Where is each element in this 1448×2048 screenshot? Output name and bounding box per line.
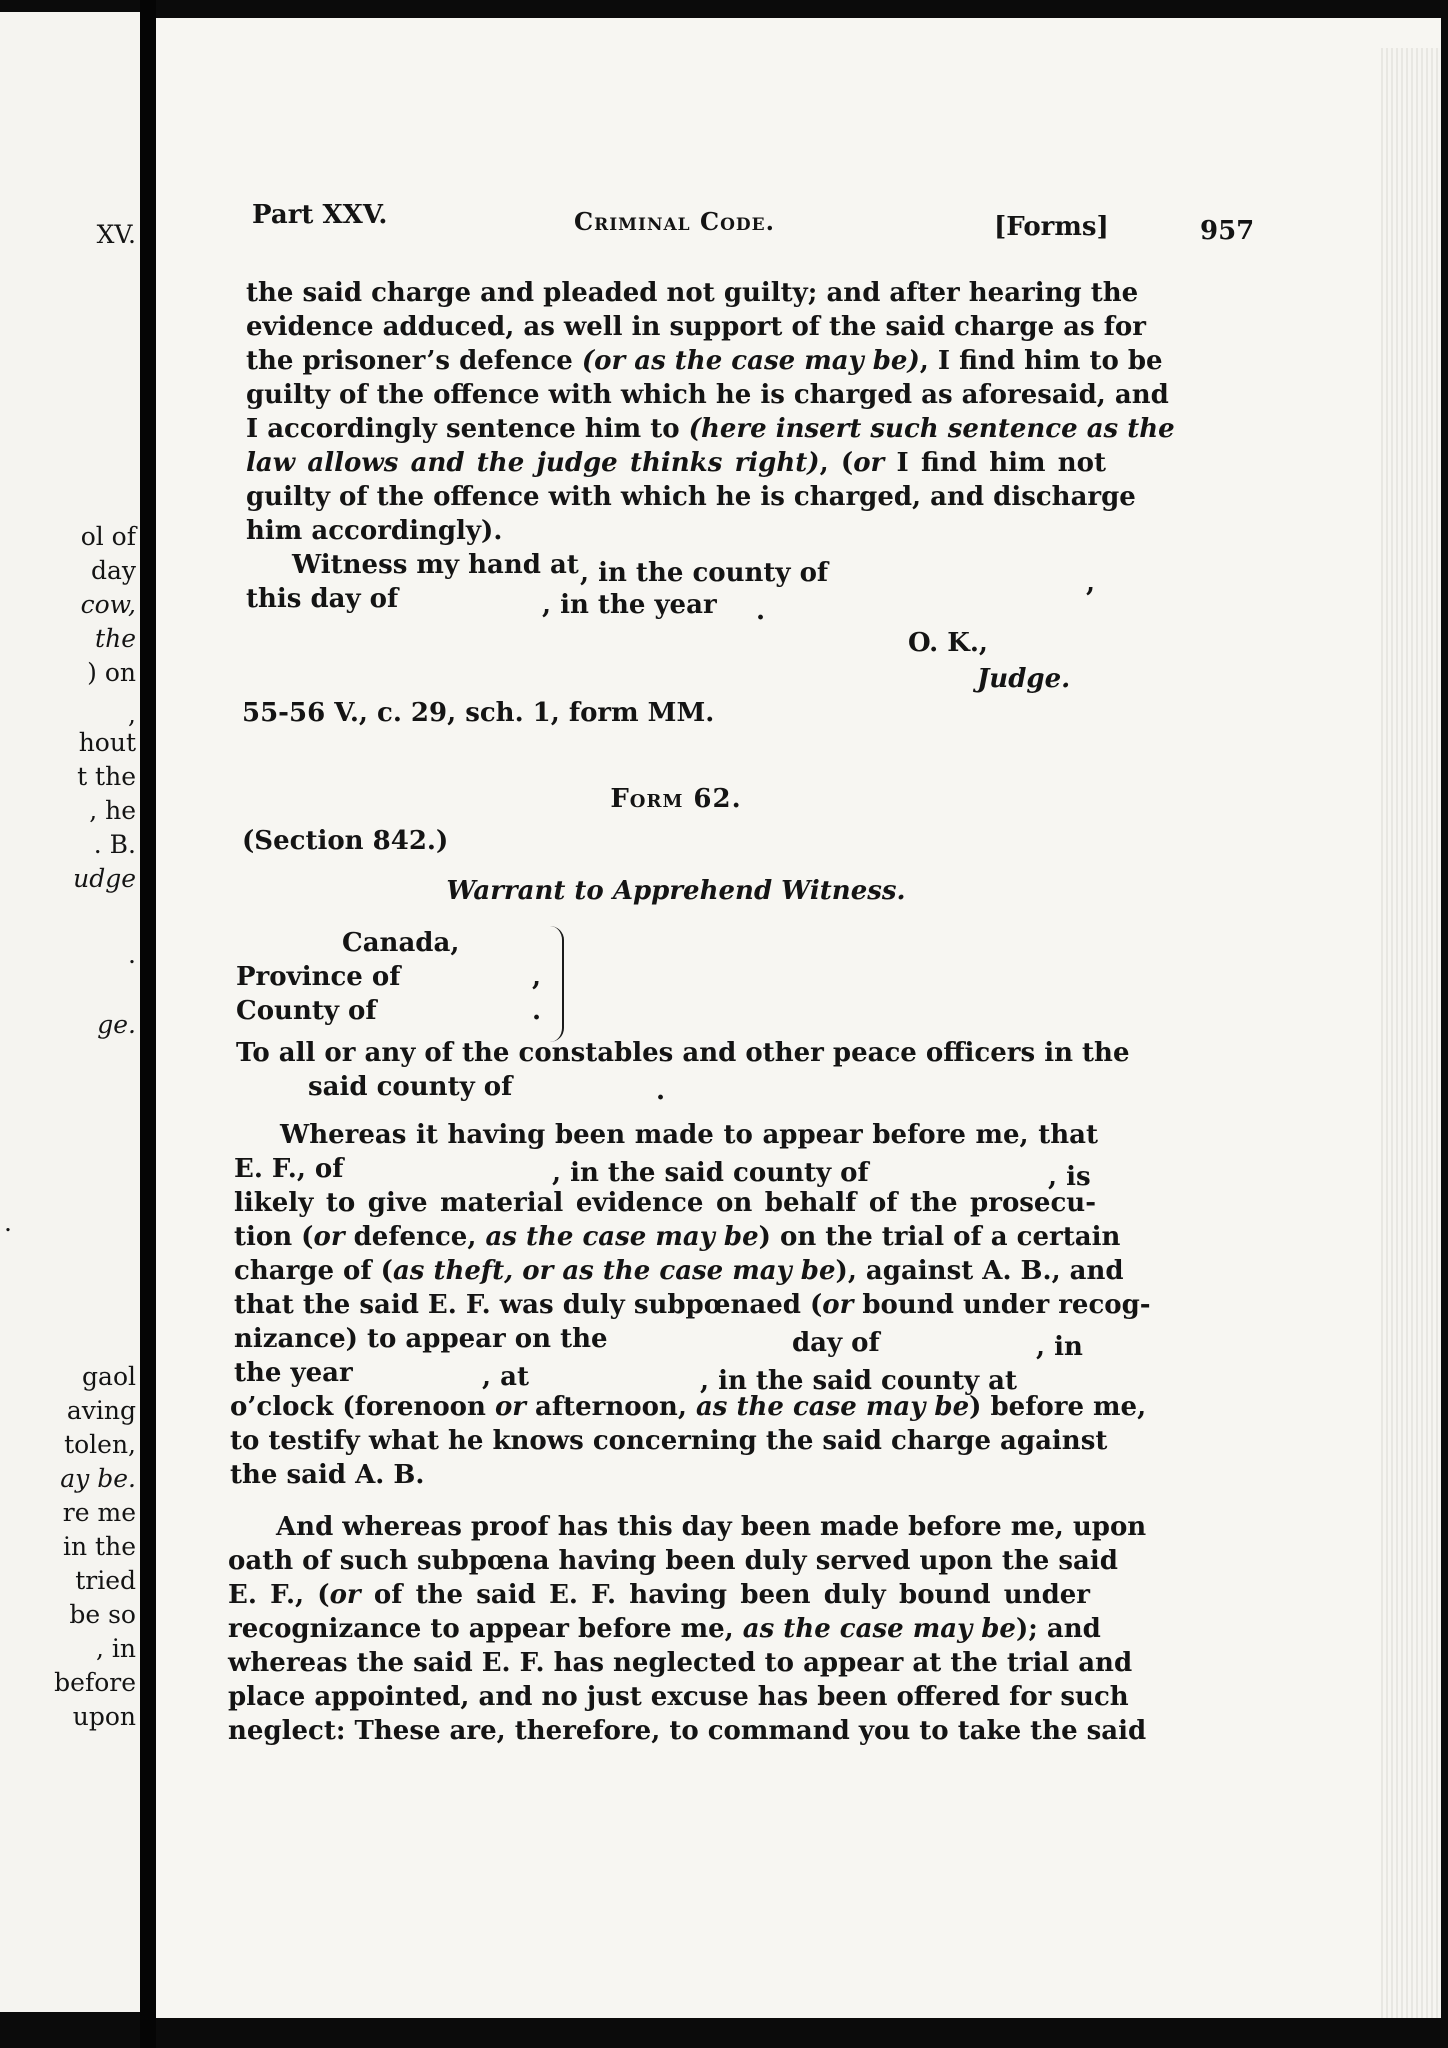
left-page-text: aving: [66, 1396, 136, 1425]
left-page-text: . B.: [93, 830, 136, 859]
left-page-text: ol of: [80, 522, 136, 551]
left-page-text: ) on: [87, 658, 136, 687]
text-line: the said charge and pleaded not guilty; and after hearing the: [246, 278, 1139, 308]
text-line: oath of such subpœna having been duly served upon the said: [228, 1546, 1118, 1576]
text-line: whereas the said E. F. has neglected to appear at the trial and: [228, 1648, 1133, 1678]
text-line: guilty of the offence with which he is charged, and discharge: [246, 482, 1136, 512]
text-line: E. F., (or of the said E. F. having been duly bound under: [228, 1580, 1090, 1610]
text-line: that the said E. F. was duly subpœnaed (or bound under recog-: [234, 1290, 1151, 1320]
left-page-text: , in: [96, 1634, 136, 1663]
left-page-text: ,: [128, 700, 136, 729]
text-line: tion (or defence, as the case may be) on the trial of a certain: [234, 1222, 1121, 1252]
part-label: Part XXV.: [252, 200, 388, 230]
left-page-text: the: [95, 624, 136, 653]
signature-name: O. K.,: [908, 628, 988, 658]
text-line: And whereas proof has this day been made before me, upon: [276, 1512, 1147, 1542]
text-line: him accordingly).: [246, 516, 503, 546]
left-page-text: tried: [75, 1566, 136, 1595]
text-line: guilty of the offence with which he is charged as aforesaid, and: [246, 380, 1169, 410]
left-page-text: .: [4, 1208, 12, 1237]
form-heading: Warrant to Apprehend Witness.: [446, 876, 906, 906]
text-line: the said A. B.: [230, 1460, 425, 1490]
left-page-text: tolen,: [64, 1430, 136, 1459]
text-line: the prisoner’s defence (or as the case may be), I find him to be: [246, 346, 1163, 376]
text-line: place appointed, and no just excuse has been offered for such: [228, 1682, 1129, 1712]
left-page-text: hout: [78, 728, 136, 757]
left-page-text: ge.: [97, 1010, 136, 1039]
text-line: recognizance to appear before me, as the case may be); and: [228, 1614, 1101, 1644]
left-page-text: gaol: [82, 1362, 136, 1391]
section-reference: (Section 842.): [242, 826, 449, 856]
page-number: 957: [1200, 216, 1255, 246]
text-line: evidence adduced, as well in support of the said charge as for: [246, 312, 1146, 342]
left-page-text: .: [128, 940, 136, 969]
left-page-text: cow,: [80, 590, 136, 619]
left-page-text: t the: [77, 762, 136, 791]
left-page-text: XV.: [96, 220, 136, 249]
left-page-fragment: [0, 12, 140, 2012]
text-line: said county of: [308, 1072, 513, 1102]
section-label: [Forms]: [994, 212, 1109, 242]
text-line: I accordingly sentence him to (here insert such sentence as the: [246, 414, 1175, 444]
text-line: to testify what he knows concerning the said charge against: [230, 1426, 1108, 1456]
left-page-text: udge: [73, 864, 136, 893]
left-page-text: , he: [89, 796, 136, 825]
book-gutter: [140, 0, 156, 2048]
text-line: .: [656, 1076, 666, 1106]
left-page-text: re me: [62, 1498, 136, 1527]
book-page: Part XXV. Criminal Code. [Forms] 957 the said charge and pleaded not guilty; and after hearing the evidence adduced, as well in support of the said charge as for the prisoner’s defence (or as the case may be), I find him to be guilty of the offence with which he is charged as aforesaid, and I accordingly sentence him to (here insert such sentence as the law allows and the judge thinks right), (or I find him not guilty of the offence with which he is charged, and discharge him accordingly). Witness my hand at , in the county of , this day of , in the year . O. K., Judge. 55-56 V., c. 29, sch. 1, form MM. Form 62. (Section 842.) Warrant to Apprehend Witness. Canada, Province of County of , . To all or any of the constables and other peace officers in the said county of . Whereas it having been made to appear before me, that E. F., of , in the said county of , is likely to give material evidence on behalf of the prosecu- tion (or defence, as the case may be) on the trial of a certain charge of (as theft, or as the case may be), against A. B., and that the said E. F. was duly subpœnaed (or bound under recog- nizance) to appear on the day of , in the year , at , in the said county at o’clock (forenoon or afternoon, as the case may be) before me, to testify what he knows concerning the said charge against the said A. B. And whereas proof has this day been made before me, upon oath of such subpœna having been duly served upon the said E. F., (or of the said E. F. having been duly bound under recognizance to appear before me, as the case may be); and whereas the said E. F. has neglected to appear at the trial and place appointed, and no just excuse has been offered for such neglect: These are, therefore, to command you to take the said: [156, 18, 1441, 2018]
venue-brace: [548, 926, 564, 1042]
text-line: law allows and the judge thinks right), (or I find him not: [246, 448, 1107, 478]
text-line: o’clock (forenoon or afternoon, as the case may be) before me,: [230, 1392, 1147, 1422]
left-page-text: before: [54, 1668, 136, 1697]
text-line: charge of (as theft, or as the case may be), against A. B., and: [234, 1256, 1124, 1286]
left-page-text: day: [90, 556, 136, 585]
text-line: likely to give material evidence on behalf of the prosecu-: [234, 1188, 1096, 1218]
text-line: Whereas it having been made to appear before me, that: [280, 1120, 1098, 1150]
page-edges: [1381, 48, 1441, 2018]
left-page-text: in the: [63, 1532, 136, 1561]
signature-title: Judge.: [977, 664, 1071, 694]
text-line: neglect: These are, therefore, to command you to take the said: [228, 1716, 1147, 1746]
running-title: Criminal Code.: [574, 207, 775, 236]
left-page-text: ay be.: [60, 1464, 136, 1493]
left-page-text: upon: [72, 1702, 136, 1731]
form-title: Form 62.: [610, 784, 742, 814]
left-page-text: be so: [69, 1600, 136, 1629]
statute-citation: 55-56 V., c. 29, sch. 1, form MM.: [242, 698, 715, 728]
text-line: To all or any of the constables and other peace officers in the: [236, 1038, 1130, 1068]
